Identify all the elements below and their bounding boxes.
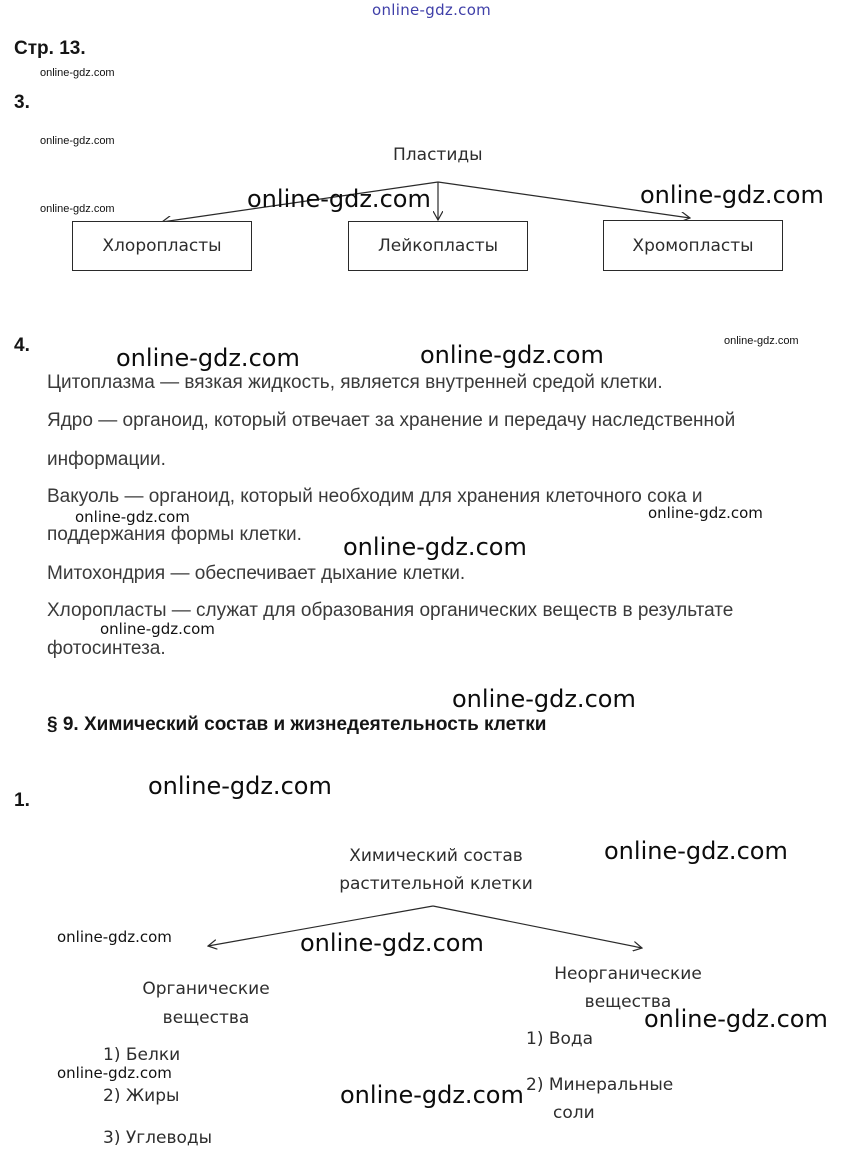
organic-title bbox=[126, 975, 286, 1033]
watermark-medium: online-gdz.com bbox=[100, 620, 215, 638]
task-1-number: 1. bbox=[14, 790, 30, 811]
definition-line: Хлоропласты — служат для образования органических веществ в результате bbox=[47, 600, 734, 621]
definition-line: фотосинтеза. bbox=[47, 638, 166, 659]
watermark-medium: online-gdz.com bbox=[57, 1064, 172, 1082]
top-watermark: online-gdz.com bbox=[372, 1, 492, 19]
organic-title-line1: Органические bbox=[142, 979, 270, 999]
chromoplasts-label: Хромопласты bbox=[632, 235, 754, 256]
section-heading: § 9. Химический состав и жизнедеятельность клетки bbox=[47, 714, 547, 735]
watermark-large: online-gdz.com bbox=[300, 929, 484, 957]
organic-item: 3) Углеводы bbox=[103, 1128, 213, 1148]
page-number-header: Стр. 13. bbox=[14, 38, 86, 59]
watermark-large: online-gdz.com bbox=[116, 344, 300, 372]
organic-title-line2: вещества bbox=[162, 1008, 250, 1028]
leucoplasts-label: Лейкопласты bbox=[377, 236, 499, 256]
definition-line: информации. bbox=[47, 449, 166, 470]
task-3-number: 3. bbox=[14, 92, 30, 113]
watermark-large: online-gdz.com bbox=[640, 181, 824, 209]
watermark-large: online-gdz.com bbox=[644, 1005, 828, 1033]
definition-line: Митохондрия — обеспечивает дыхание клетки. bbox=[47, 563, 466, 584]
chloroplasts-box bbox=[72, 221, 252, 271]
inorganic-title-line1: Неорганические bbox=[554, 964, 702, 984]
watermark-large: online-gdz.com bbox=[604, 837, 788, 865]
watermark-medium: online-gdz.com bbox=[648, 504, 763, 522]
watermark-medium: online-gdz.com bbox=[57, 928, 172, 946]
watermark-large: online-gdz.com bbox=[452, 685, 636, 713]
plastids-root-label: Пластиды bbox=[393, 145, 483, 165]
watermark-small: online-gdz.com bbox=[724, 335, 799, 347]
composition-root-line1: Химический состав bbox=[349, 846, 523, 866]
inorganic-item: 1) Вода bbox=[526, 1029, 594, 1049]
chloroplasts-label: Хлоропласты bbox=[102, 236, 222, 256]
watermark-large: online-gdz.com bbox=[148, 772, 332, 800]
task-4-number: 4. bbox=[14, 335, 30, 356]
chromoplasts-box bbox=[603, 220, 783, 271]
organic-item: 1) Белки bbox=[103, 1045, 181, 1065]
composition-root-label bbox=[318, 842, 554, 898]
inorganic-title-line2: вещества bbox=[584, 992, 672, 1012]
inorganic-item-line1: 2) Минеральные bbox=[526, 1075, 674, 1095]
definition-line: поддержания формы клетки. bbox=[47, 524, 302, 545]
watermark-large: online-gdz.com bbox=[343, 533, 527, 561]
definition-line: Цитоплазма — вязкая жидкость, является внутренней средой клетки. bbox=[47, 372, 663, 393]
composition-root-line2: растительной клетки bbox=[339, 874, 533, 894]
watermark-large: online-gdz.com bbox=[247, 185, 431, 213]
organic-item: 2) Жиры bbox=[103, 1086, 180, 1106]
watermark-medium: online-gdz.com bbox=[75, 508, 190, 526]
leucoplasts-box bbox=[348, 221, 528, 271]
watermark-large: online-gdz.com bbox=[340, 1081, 524, 1109]
inorganic-item-line2: соли bbox=[553, 1103, 595, 1123]
watermark-small: online-gdz.com bbox=[40, 203, 115, 215]
definition-line: Вакуоль — органоид, который необходим для хранения клеточного сока и bbox=[47, 486, 703, 507]
inorganic-item bbox=[526, 1071, 673, 1127]
watermark-small: online-gdz.com bbox=[40, 67, 115, 79]
watermark-small: online-gdz.com bbox=[40, 135, 115, 147]
definition-line: Ядро — органоид, который отвечает за хранение и передачу наследственной bbox=[47, 410, 736, 431]
watermark-large: online-gdz.com bbox=[420, 341, 604, 369]
